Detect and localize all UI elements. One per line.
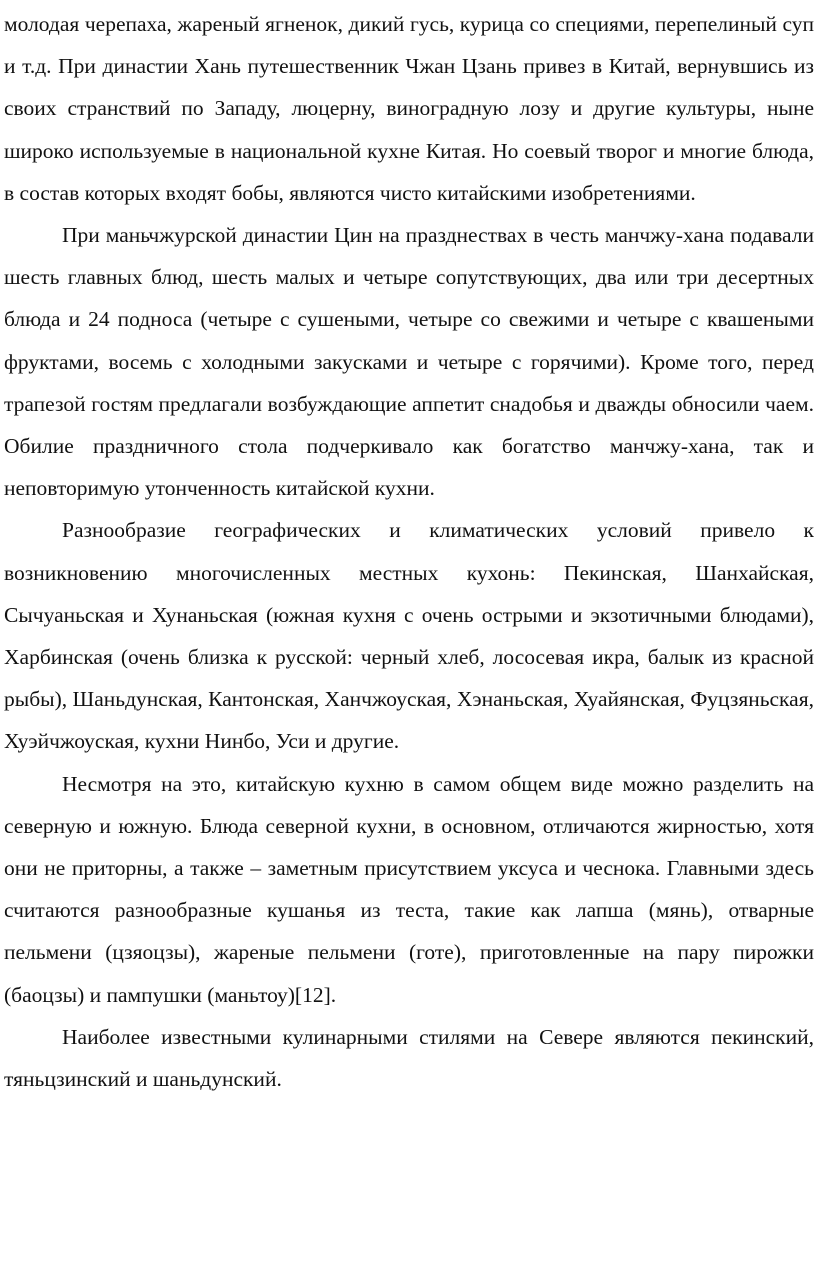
paragraph-3: Разнообразие географических и климатических условий привело к возникновению многочисленных местных кухонь: Пекинская, Шанхайская, Сычуаньская и Хунаньская (южная кухня с очень острыми и экзотичными блюдами), Харбинская (очень близка к русской: черный хлеб, лососевая икра, балык из красной рыбы), Шаньдунская, Кантонская, Ханчжоуская, Хэнаньская, Хуайянская, Фуцзяньская, Хуэйчжоуская, кухни Нинбо, Уси и другие.	[4, 518, 814, 754]
paragraph-1: молодая черепаха, жареный ягненок, дикий гусь, курица со специями, перепелиный суп и т.д. При династии Хань путешественник Чжан Цзань привез в Китай, вернувшись из своих странствий по Западу, люцерну, виноградную лозу и другие культуры, ныне широко используемые в национальной кухне Китая. Но соевый творог и многие блюда, в состав которых входят бобы, являются чисто китайскими изобретениями.	[4, 12, 814, 205]
paragraph-4: Несмотря на это, китайскую кухню в самом общем виде можно разделить на северную и южную. Блюда северной кухни, в основном, отличаются жирностью, хотя они не приторны, а также – заметным присутствием уксуса и чеснока. Главными здесь считаются разнообразные кушанья из теста, такие как лапша (мянь), отварные пельмени (цзяоцзы), жареные пельмени (готе), приготовленные на пару пирожки (баоцзы) и пампушки (маньтоу)[12].	[4, 771, 814, 1007]
paragraph-5: Наиболее известными кулинарными стилями на Севере являются пекинский, тяньцзинский и шаньдунский.	[4, 1024, 814, 1092]
paragraph-2: При маньчжурской династии Цин на празднествах в честь манчжу-хана подавали шесть главных блюд, шесть малых и четыре сопутствующих, два или три десертных блюда и 24 подноса (четыре с сушеными, четыре со свежими и четыре с квашеными фруктами, восемь с холодными закусками и четыре с горячими). Кроме того, перед трапезой гостям предлагали возбуждающие аппетит снадобья и дважды обносили чаем. Обилие праздничного стола подчеркивало как богатство манчжу-хана, так и неповторимую утонченность китайской кухни.	[4, 223, 814, 501]
